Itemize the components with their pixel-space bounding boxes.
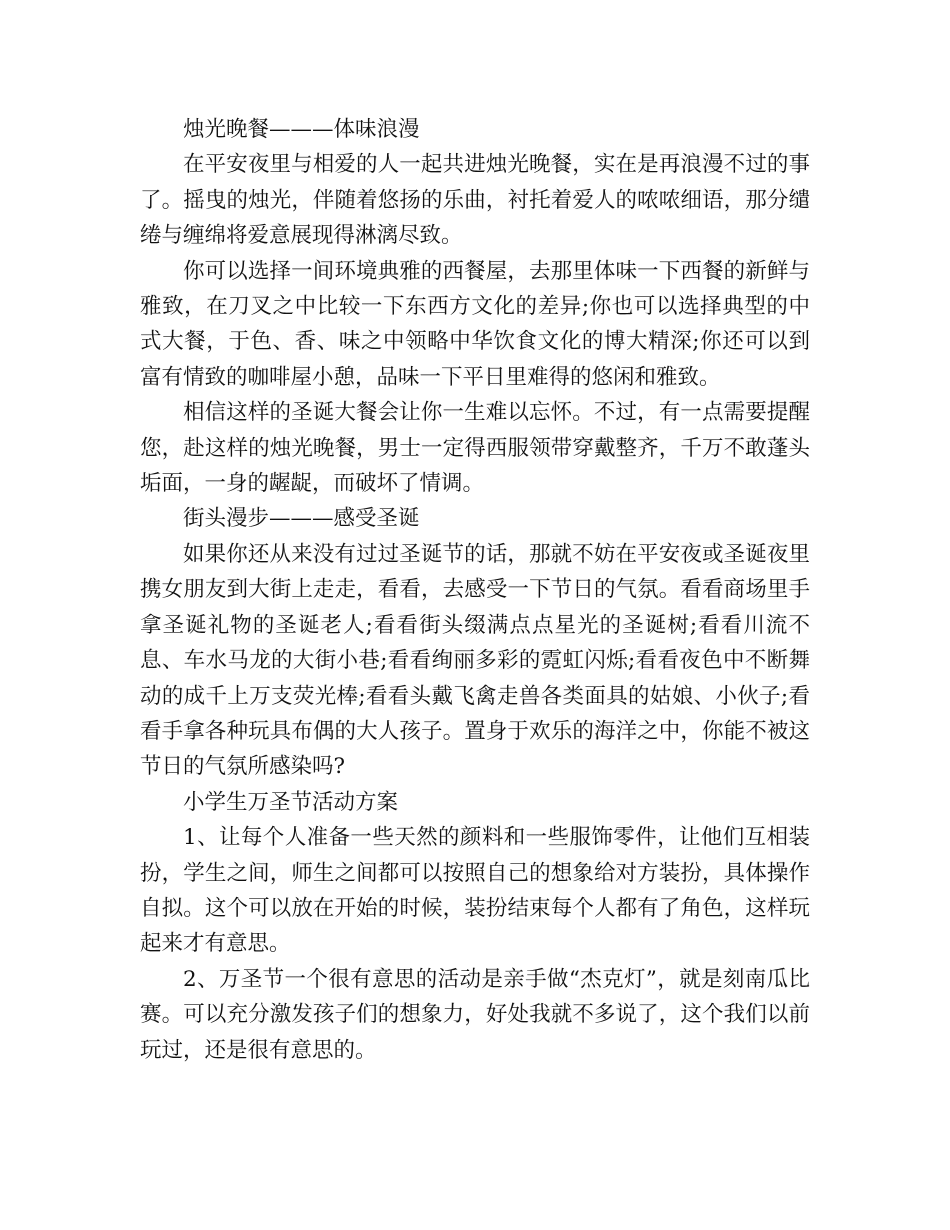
section-heading-street-walk: 街头漫步———感受圣诞 bbox=[183, 506, 420, 532]
section-heading-halloween-plan: 小学生万圣节活动方案 bbox=[183, 789, 399, 815]
paragraph-street-christmas: 如果你还从来没有过过圣诞节的话，那就不妨在平安夜或圣诞夜里携女朋友到大街上走走，看看，去感受一下节日的气氛。看看商场里手拿圣诞礼物的圣诞老人;看看街头缀满点点星光的圣诞树;看看川流不息、车水马龙的大街小巷;看看绚丽多彩的霓虹闪烁;看看夜色中不断舞动的成千上万支荧光棒;看看头戴飞禽走兽各类面具的姑娘、小伙子;看看手拿各种玩具布偶的大人孩子。置身于欢乐的海洋之中，你能不被这节日的气氛所感染吗? bbox=[140, 541, 810, 780]
section-heading-candlelight-dinner: 烛光晚餐———体味浪漫 bbox=[183, 117, 420, 142]
paragraph-dining-choices: 你可以选择一间环境典雅的西餐屋，去那里体味一下西餐的新鲜与雅致，在刀叉之中比较一下东西方文化的差异;你也可以选择典型的中式大餐，于色、香、味之中领略中华饮食文化的博大精深;你还可以到富有情致的咖啡屋小憩，品味一下平日里难得的悠闲和雅致。 bbox=[140, 258, 810, 390]
paragraph-halloween-dressup: 1、让每个人准备一些天然的颜料和一些服饰零件，让他们互相装扮，学生之间，师生之间都可以按照自己的想象给对方装扮，具体操作自拟。这个可以放在开始的时候，装扮结束每个人都有了角色，这样玩起来才有意思。 bbox=[140, 825, 810, 957]
paragraph-candlelight-romance: 在平安夜里与相爱的人一起共进烛光晚餐，实在是再浪漫不过的事了。摇曳的烛光，伴随着悠扬的乐曲，衬托着爱人的哝哝细语，那分缱绻与缠绵将爱意展现得淋漓尽致。 bbox=[140, 152, 810, 249]
paragraph-jack-o-lantern: 2、万圣节一个很有意思的活动是亲手做“杰克灯”，就是刻南瓜比赛。可以充分激发孩子们的想象力，好处我就不多说了，这个我们以前玩过，还是很有意思的。 bbox=[140, 966, 810, 1063]
paragraph-dinner-reminder: 相信这样的圣诞大餐会让你一生难以忘怀。不过，有一点需要提醒您，赴这样的烛光晚餐，男士一定得西服领带穿戴整齐，千万不敢蓬头垢面，一身的龌龊，而破坏了情调。 bbox=[140, 400, 810, 497]
